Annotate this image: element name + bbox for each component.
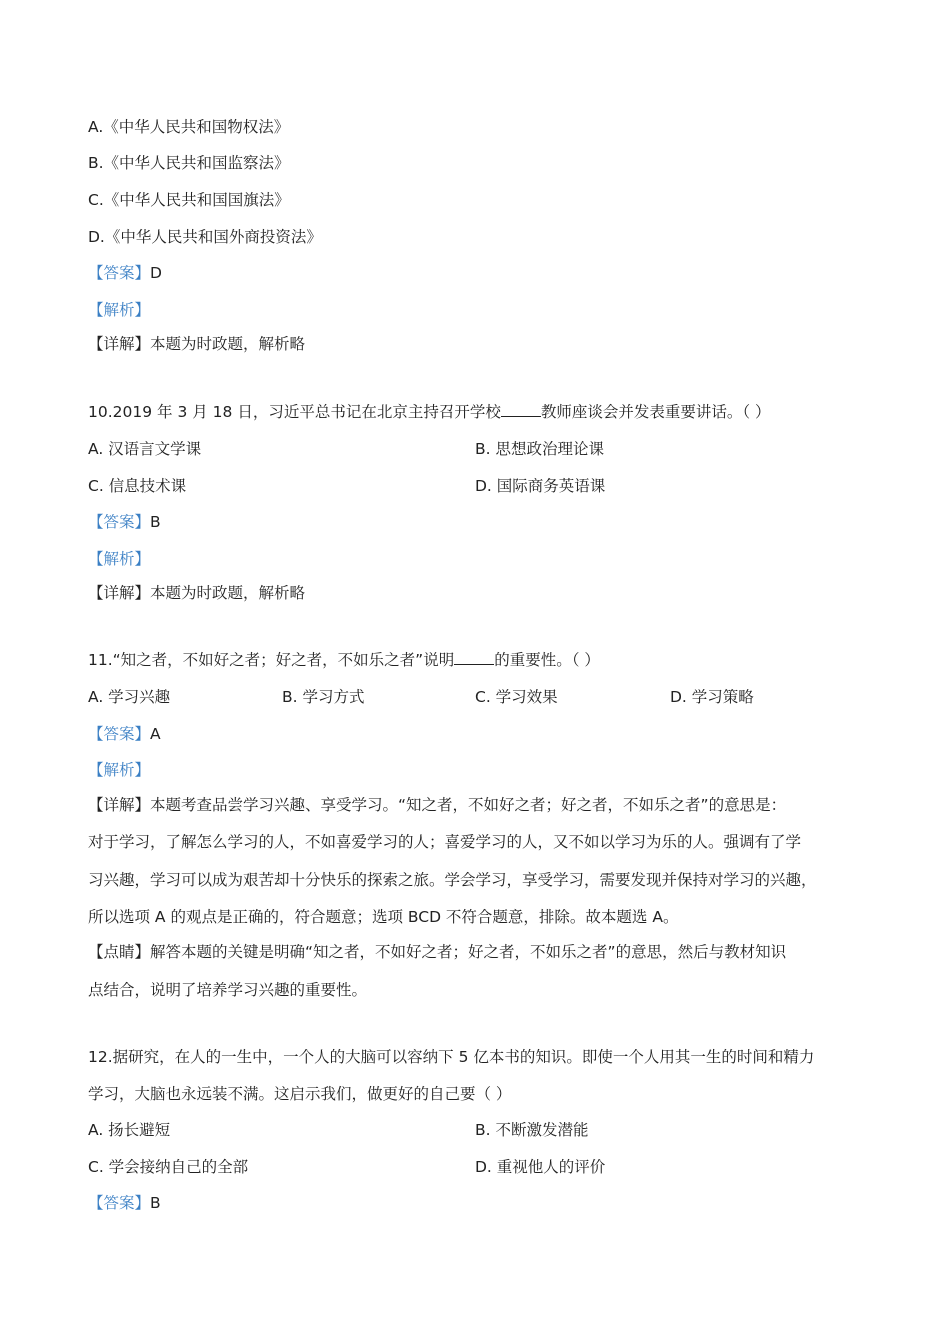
answer-blank xyxy=(454,650,494,665)
option-b: B.《中华人民共和国监察法》 xyxy=(88,154,290,172)
option-b: B. 思想政治理论课 xyxy=(475,440,604,458)
detail-line: 所以选项 A 的观点是正确的，符合题意；选项 BCD 不符合题意，排除。故本题选 A。 xyxy=(88,908,679,926)
answer-tag: 【答案】 xyxy=(88,264,151,282)
question-12-stem: 学习，大脑也永远装不满。这启示我们，做更好的自己要（ ） xyxy=(88,1085,512,1103)
option-d: D. 国际商务英语课 xyxy=(475,477,606,495)
answer-value: A xyxy=(150,725,161,743)
answer-tag: 【答案】 xyxy=(88,513,151,531)
detail-text: 本题考查品尝学习兴趣、享受学习。“知之者，不如好之者；好之者，不如乐之者”的意思是： xyxy=(150,796,787,814)
question-11-stem xyxy=(88,650,600,670)
answer-value: D xyxy=(150,264,162,282)
option-c: C.《中华人民共和国国旗法》 xyxy=(88,191,290,209)
analysis-tag: 【解析】 xyxy=(88,761,151,779)
tip-text: 解答本题的关键是明确“知之者，不如好之者；好之者，不如乐之者”的意思，然后与教材知识 xyxy=(150,943,787,961)
option-a: A.《中华人民共和国物权法》 xyxy=(88,118,290,136)
detail-tag: 【详解】 xyxy=(88,335,151,353)
stem-text: 教师座谈会并发表重要讲话。（ ） xyxy=(540,403,771,421)
answer-value: B xyxy=(150,513,161,531)
option-c: C. 学习效果 xyxy=(475,688,558,706)
answer-blank xyxy=(501,402,541,417)
tip-line xyxy=(88,942,786,962)
option-d: D. 重视他人的评价 xyxy=(475,1158,606,1176)
option-b: B. 不断激发潜能 xyxy=(475,1121,589,1139)
answer-line xyxy=(88,263,162,283)
answer-value: B xyxy=(150,1194,161,1212)
answer-tag: 【答案】 xyxy=(88,1194,151,1212)
detail-text: 本题为时政题，解析略 xyxy=(150,584,306,602)
analysis-tag: 【解析】 xyxy=(88,301,151,319)
detail-line xyxy=(88,795,786,815)
detail-line: 习兴趣，学习可以成为艰苦却十分快乐的探索之旅。学会学习，享受学习，需要发现并保持对学习的兴趣， xyxy=(88,871,817,889)
analysis-tag: 【解析】 xyxy=(88,550,151,568)
detail-tag: 【详解】 xyxy=(88,584,151,602)
answer-tag: 【答案】 xyxy=(88,725,151,743)
option-d: D.《中华人民共和国外商投资法》 xyxy=(88,228,322,246)
question-10-stem xyxy=(88,402,771,422)
option-a: A. 学习兴趣 xyxy=(88,688,171,706)
stem-text: 的重要性。（ ） xyxy=(494,651,600,669)
question-12-stem: 12.据研究，在人的一生中，一个人的大脑可以容纳下 5 亿本书的知识。即使一个人用其一生的时间和精力 xyxy=(88,1048,815,1066)
stem-text: 11.“知之者，不如好之者；好之者，不如乐之者”说明 xyxy=(88,651,455,669)
option-d: D. 学习策略 xyxy=(670,688,754,706)
detail-line xyxy=(88,583,305,603)
answer-line xyxy=(88,512,161,532)
stem-text: 10.2019 年 3 月 18 日，习近平总书记在北京主持召开学校 xyxy=(88,403,501,421)
tip-tag: 【点睛】 xyxy=(88,943,151,961)
tip-line: 点结合，说明了培养学习兴趣的重要性。 xyxy=(88,981,368,999)
option-c: C. 学会接纳自己的全部 xyxy=(88,1158,249,1176)
option-b: B. 学习方式 xyxy=(282,688,365,706)
detail-tag: 【详解】 xyxy=(88,796,151,814)
detail-line xyxy=(88,334,305,354)
option-c: C. 信息技术课 xyxy=(88,477,187,495)
option-a: A. 扬长避短 xyxy=(88,1121,171,1139)
detail-text: 本题为时政题，解析略 xyxy=(150,335,306,353)
answer-line xyxy=(88,1193,161,1213)
option-a: A. 汉语言文学课 xyxy=(88,440,202,458)
detail-line: 对于学习，了解怎么学习的人，不如喜爱学习的人；喜爱学习的人，又不如以学习为乐的人。强调有了学 xyxy=(88,833,802,851)
answer-line xyxy=(88,724,161,744)
